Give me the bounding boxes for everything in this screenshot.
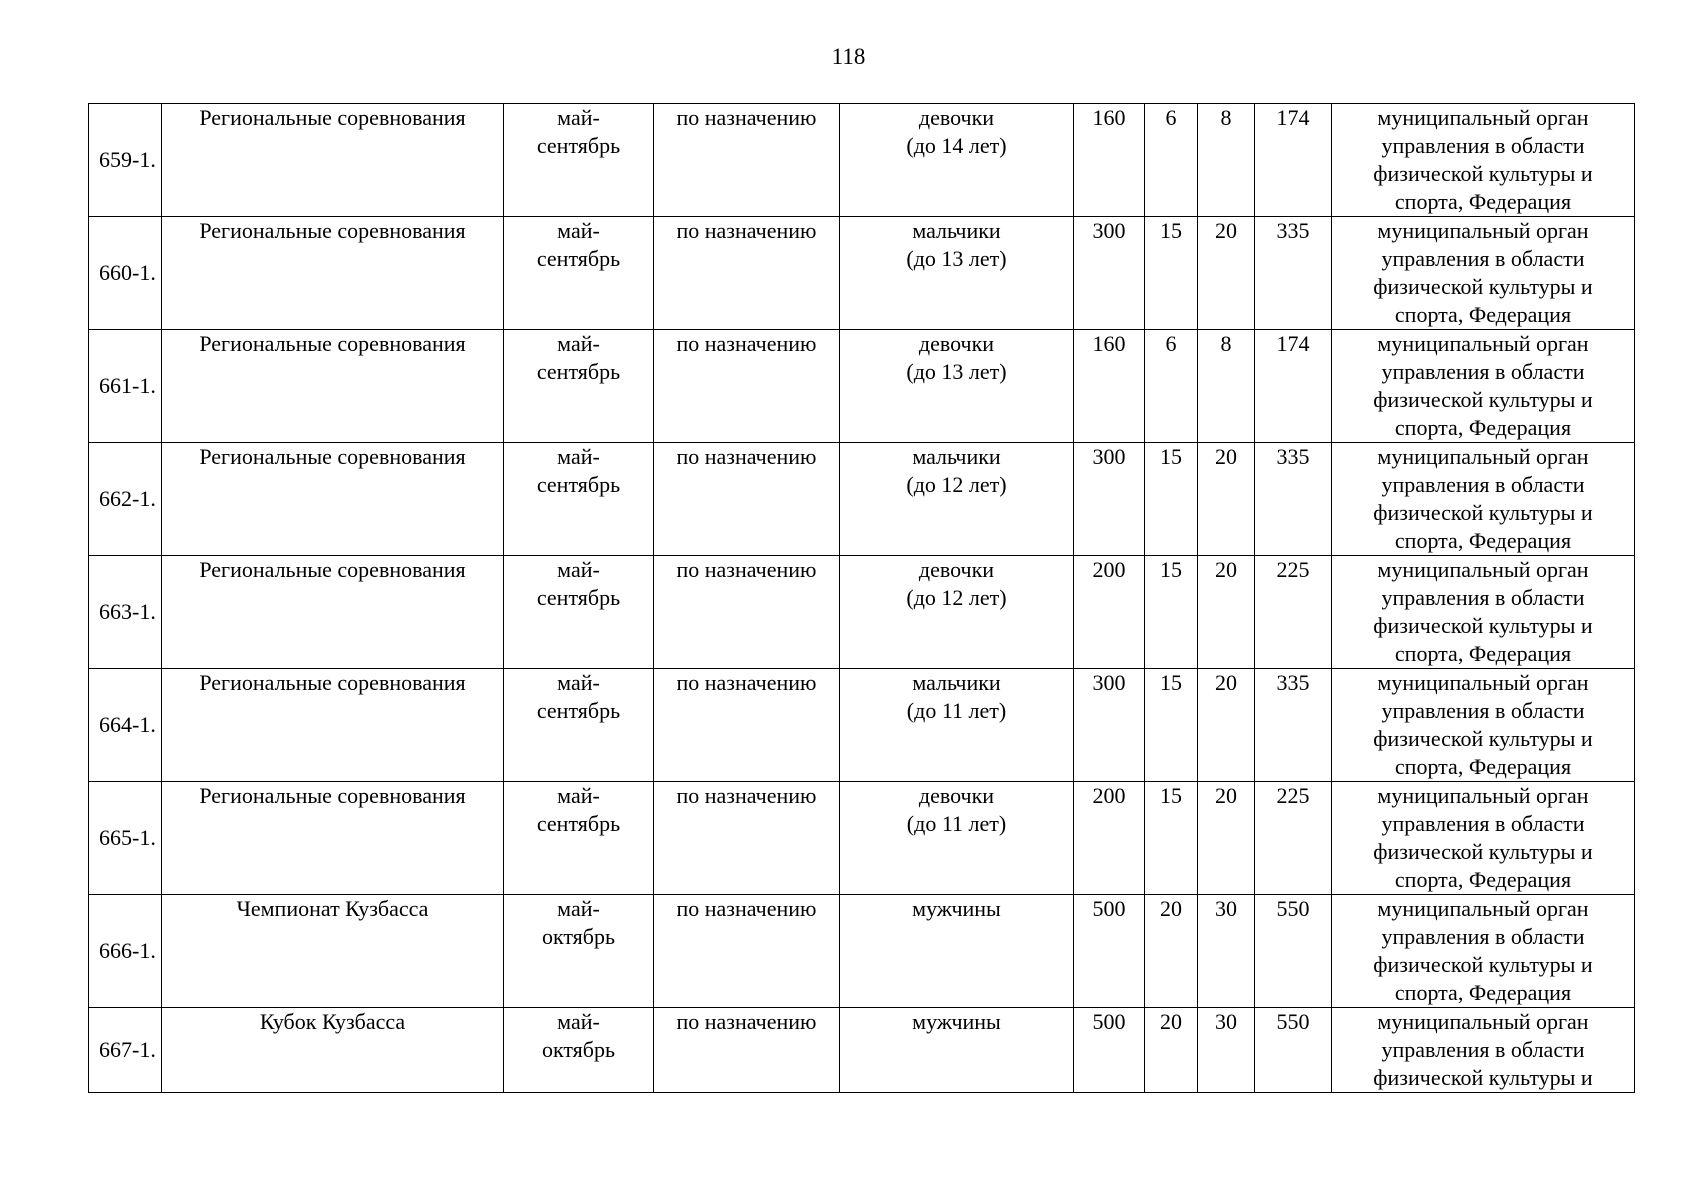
row-number: 664-1. — [89, 669, 162, 782]
count-coaches: 20 — [1198, 443, 1255, 556]
count-coaches: 20 — [1198, 556, 1255, 669]
count-total: 335 — [1255, 217, 1332, 330]
event-period: май- октябрь — [504, 895, 654, 1008]
event-location: по назначению — [654, 1008, 840, 1093]
table-row — [89, 1008, 1635, 1093]
table-row — [89, 330, 1635, 443]
event-participants: мальчики (до 12 лет) — [840, 443, 1074, 556]
events-table — [88, 103, 1635, 1093]
row-number: 666-1. — [89, 895, 162, 1008]
count-total: 225 — [1255, 556, 1332, 669]
event-location: по назначению — [654, 895, 840, 1008]
event-location: по назначению — [654, 556, 840, 669]
count-participants: 300 — [1074, 217, 1145, 330]
row-number: 667-1. — [89, 1008, 162, 1093]
table-row — [89, 443, 1635, 556]
row-number: 661-1. — [89, 330, 162, 443]
event-period: май- сентябрь — [504, 443, 654, 556]
row-number: 663-1. — [89, 556, 162, 669]
event-participants: девочки (до 14 лет) — [840, 104, 1074, 217]
count-judges: 15 — [1145, 782, 1198, 895]
count-participants: 300 — [1074, 669, 1145, 782]
count-participants: 500 — [1074, 895, 1145, 1008]
event-participants: мальчики (до 13 лет) — [840, 217, 1074, 330]
count-participants: 500 — [1074, 1008, 1145, 1093]
event-period: май- сентябрь — [504, 330, 654, 443]
count-total: 174 — [1255, 330, 1332, 443]
table-row — [89, 895, 1635, 1008]
table-row — [89, 782, 1635, 895]
count-judges: 20 — [1145, 895, 1198, 1008]
count-coaches: 30 — [1198, 895, 1255, 1008]
row-number: 665-1. — [89, 782, 162, 895]
count-judges: 6 — [1145, 330, 1198, 443]
event-participants: девочки (до 12 лет) — [840, 556, 1074, 669]
event-participants: девочки (до 13 лет) — [840, 330, 1074, 443]
row-number: 659-1. — [89, 104, 162, 217]
row-number: 662-1. — [89, 443, 162, 556]
event-location: по назначению — [654, 782, 840, 895]
table-row — [89, 556, 1635, 669]
event-organizer: муниципальный орган управления в области физической культуры и спорта, Федерация — [1332, 217, 1635, 330]
event-participants: девочки (до 11 лет) — [840, 782, 1074, 895]
count-coaches: 8 — [1198, 104, 1255, 217]
event-location: по назначению — [654, 669, 840, 782]
event-organizer: муниципальный орган управления в области физической культуры и спорта, Федерация — [1332, 782, 1635, 895]
count-coaches: 30 — [1198, 1008, 1255, 1093]
count-participants: 200 — [1074, 782, 1145, 895]
event-name: Чемпионат Кузбасса — [162, 895, 504, 1008]
count-judges: 15 — [1145, 217, 1198, 330]
event-name: Региональные соревнования — [162, 104, 504, 217]
page-number: 118 — [831, 44, 866, 69]
event-period: май- сентябрь — [504, 104, 654, 217]
event-participants: мужчины — [840, 895, 1074, 1008]
event-location: по назначению — [654, 330, 840, 443]
count-judges: 15 — [1145, 443, 1198, 556]
event-organizer: муниципальный орган управления в области физической культуры и спорта, Федерация — [1332, 895, 1635, 1008]
event-location: по назначению — [654, 443, 840, 556]
count-total: 335 — [1255, 443, 1332, 556]
count-participants: 300 — [1074, 443, 1145, 556]
event-organizer: муниципальный орган управления в области физической культуры и — [1332, 1008, 1635, 1093]
event-name: Региональные соревнования — [162, 330, 504, 443]
count-coaches: 20 — [1198, 217, 1255, 330]
count-coaches: 20 — [1198, 782, 1255, 895]
table-row — [89, 104, 1635, 217]
event-name: Кубок Кузбасса — [162, 1008, 504, 1093]
event-organizer: муниципальный орган управления в области физической культуры и спорта, Федерация — [1332, 443, 1635, 556]
event-organizer: муниципальный орган управления в области физической культуры и спорта, Федерация — [1332, 556, 1635, 669]
event-participants: мужчины — [840, 1008, 1074, 1093]
event-organizer: муниципальный орган управления в области физической культуры и спорта, Федерация — [1332, 669, 1635, 782]
count-coaches: 20 — [1198, 669, 1255, 782]
count-participants: 160 — [1074, 330, 1145, 443]
count-total: 225 — [1255, 782, 1332, 895]
row-number: 660-1. — [89, 217, 162, 330]
count-judges: 20 — [1145, 1008, 1198, 1093]
event-name: Региональные соревнования — [162, 217, 504, 330]
count-coaches: 8 — [1198, 330, 1255, 443]
count-judges: 15 — [1145, 669, 1198, 782]
event-name: Региональные соревнования — [162, 556, 504, 669]
count-participants: 160 — [1074, 104, 1145, 217]
count-judges: 15 — [1145, 556, 1198, 669]
event-name: Региональные соревнования — [162, 669, 504, 782]
event-location: по назначению — [654, 104, 840, 217]
count-participants: 200 — [1074, 556, 1145, 669]
event-period: май- сентябрь — [504, 217, 654, 330]
event-name: Региональные соревнования — [162, 443, 504, 556]
count-total: 550 — [1255, 895, 1332, 1008]
event-period: май- сентябрь — [504, 556, 654, 669]
count-total: 174 — [1255, 104, 1332, 217]
count-total: 550 — [1255, 1008, 1332, 1093]
event-organizer: муниципальный орган управления в области физической культуры и спорта, Федерация — [1332, 104, 1635, 217]
count-judges: 6 — [1145, 104, 1198, 217]
event-location: по назначению — [654, 217, 840, 330]
table-row — [89, 217, 1635, 330]
event-participants: мальчики (до 11 лет) — [840, 669, 1074, 782]
table-row — [89, 669, 1635, 782]
event-period: май- октябрь — [504, 1008, 654, 1093]
event-name: Региональные соревнования — [162, 782, 504, 895]
table-body — [89, 104, 1635, 1093]
event-period: май- сентябрь — [504, 669, 654, 782]
count-total: 335 — [1255, 669, 1332, 782]
event-period: май- сентябрь — [504, 782, 654, 895]
event-organizer: муниципальный орган управления в области физической культуры и спорта, Федерация — [1332, 330, 1635, 443]
